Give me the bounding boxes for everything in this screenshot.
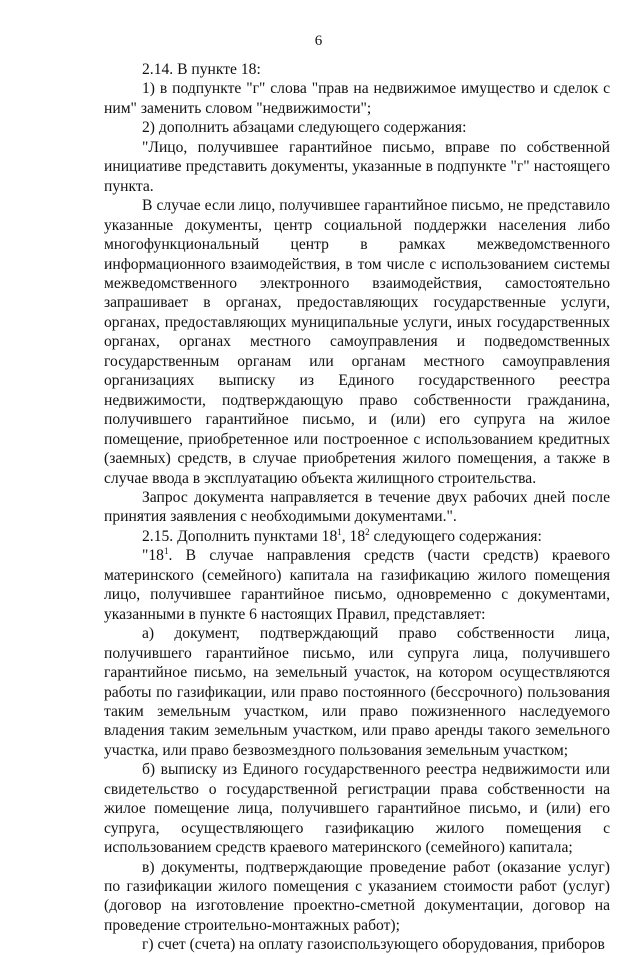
paragraph-18-1: [104, 546, 610, 624]
text-fragment: , 18: [341, 527, 366, 545]
paragraph-subitem-2: 2) дополнить абзацами следующего содержания:: [142, 119, 467, 137]
paragraph-item-g: г) счет (счета) на оплату газоиспользующего оборудования, приборов: [142, 936, 605, 954]
document-body: [104, 60, 610, 955]
paragraph-subitem-1: 1) в подпункте "г" слова "прав на недвижимое имущество и сделок с ним" заменить словом "недвижимости";: [104, 80, 610, 117]
paragraph-2-15: [104, 527, 610, 546]
superscript: 1: [163, 546, 169, 557]
paragraph-quote-start: "Лицо, получившее гарантийное письмо, вправе по собственной инициативе представить документы, указанные в подпункте "г" настоящего пункта.: [104, 138, 610, 195]
superscript: 2: [365, 526, 370, 537]
paragraph-item-a: а) документ, подтверждающий право собственности лица, получившего гарантийное письмо, или супруга лица, получившего гарантийное письмо, на земельный участок, на котором осуществляются работы по газификации, или право постоянного (бессрочного) пользования таким земельным участком, или право пожизненного наследуемого владения таким земельным участком, или право аренды такого земельного участка, или право безвозмездного пользования земельным участком;: [104, 625, 610, 759]
paragraph-item-v: в) документы, подтверждающие проведение работ (оказание услуг) по газификации жилого помещения с указанием стоимости работ (услуг) (договор на изготовление проектно-сметной документации, договор на проведение строительно-монтажных работ);: [104, 858, 610, 934]
paragraph-request-deadline: Запрос документа направляется в течение двух рабочих дней после принятия заявления с необходимыми документами.".: [104, 488, 610, 526]
text-fragment: . В случае направления средств (части средств) краевого материнского (семейного) капитала на газификацию жилого помещения лицо, получившее гарантийное письмо, одновременно с документами, указанными в пункте 6 настоящих Правил, представляет:: [104, 547, 610, 623]
superscript: 1: [337, 526, 342, 537]
page-number: 6: [314, 33, 323, 49]
paragraph-2-14: 2.14. В пункте 18:: [142, 61, 261, 78]
text-fragment: "18: [142, 547, 164, 565]
text-fragment: 2.15. Дополнить пунктами 18: [142, 527, 338, 545]
paragraph-item-b: б) выписку из Единого государственного реестра недвижимости или свидетельство о государственной регистрации права собственности на жилое помещение лица, получившего гарантийное письмо, и (или) его супруга, осуществляющего газификацию жилого помещения с использованием средств краевого материнского (семейного) капитала;: [104, 761, 610, 857]
paragraph-request-case: В случае если лицо, получившее гарантийное письмо, не представило указанные документы, центр социальной поддержки населения либо многофункциональный центр в рамках межведомственного информационного взаимодействия, в том числе с использованием системы межведомственного электронного взаимодействия, самостоятельно запрашивает в органах, предоставляющих государственные услуги, органах, предоставляющих муниципальные услуги, иных государственных органах, органах местного самоуправления и подведомственных государственным органам или органам местного самоуправления организациях выписку из Единого государственного реестра недвижимости, подтверждающую право собственности гражданина, получившего гарантийное письмо, и (или) его супруга на жилое помещение, приобретенное или построенное с использованием кредитных (заемных) средств, в случае приобретения жилого помещения, а также в случае ввода в эксплуатацию объекта жилищного строительства.: [104, 197, 610, 487]
text-fragment: следующего содержания:: [369, 527, 542, 545]
